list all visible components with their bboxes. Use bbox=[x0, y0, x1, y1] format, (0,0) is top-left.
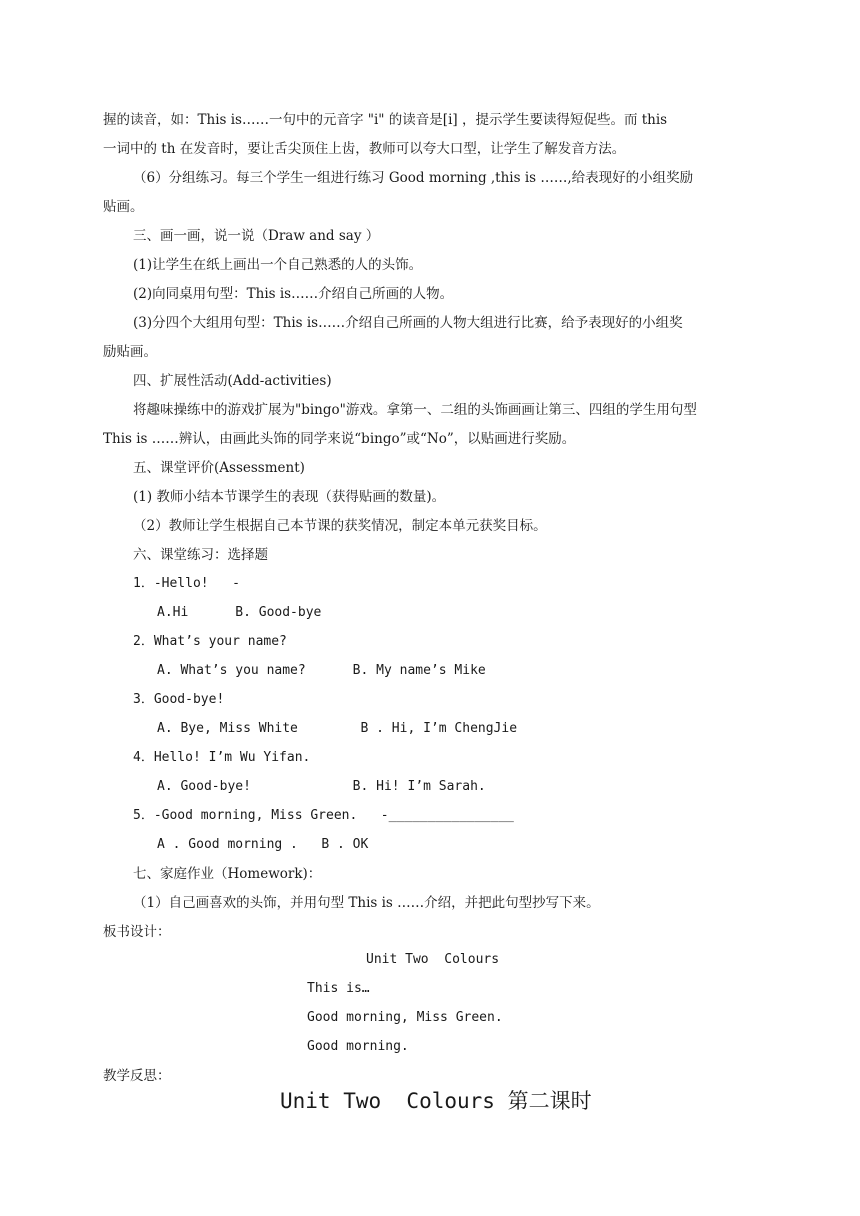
question-5: 5．-Good morning, Miss Green. -________________ bbox=[133, 808, 514, 823]
list-item: (1)让学生在纸上画出一个自己熟悉的人的头饰。 bbox=[133, 257, 423, 273]
paragraph-line: 握的读音，如：This is……一句中的元音字 "i" 的读音是[i] ，提示学生要读得短促些。而 this bbox=[103, 112, 668, 128]
section-heading: 三、画一画，说一说（Draw and say ） bbox=[133, 228, 380, 244]
list-item: (3)分四个大组用句型：This is……介绍自己所画的人物大组进行比赛，给予表现好的小组奖 bbox=[133, 315, 683, 331]
reflection-label: 教学反思： bbox=[103, 1068, 171, 1084]
section-heading: 四、扩展性活动(Add-activities) bbox=[133, 373, 332, 389]
board-design-label: 板书设计： bbox=[103, 924, 171, 940]
list-item: (2)向同桌用句型：This is……介绍自己所画的人物。 bbox=[133, 286, 454, 302]
paragraph-line: 贴画。 bbox=[103, 199, 144, 215]
list-item: （2）教师让学生根据自己本节课的获奖情况，制定本单元获奖目标。 bbox=[133, 518, 547, 534]
question-4-options: A. Good-bye! B. Hi! I’m Sarah. bbox=[157, 779, 486, 794]
question-2: 2．What’s your name? bbox=[133, 634, 287, 649]
lesson-title: Unit Two Colours 第二课时 bbox=[280, 1089, 592, 1113]
question-4: 4．Hello! I’m Wu Yifan. bbox=[133, 750, 311, 765]
question-2-options: A. What’s you name? B. My name’s Mike bbox=[157, 663, 486, 678]
board-line: Good morning. bbox=[307, 1039, 409, 1054]
list-item: 励贴画。 bbox=[103, 344, 157, 360]
list-item: (1) 教师小结本节课学生的表现（获得贴画的数量)。 bbox=[133, 489, 446, 505]
paragraph-line: 将趣味操练中的游戏扩展为"bingo"游戏。拿第一、二组的头饰画画让第三、四组的学生用句型 bbox=[133, 402, 697, 418]
question-5-options: A . Good morning . B . OK bbox=[157, 837, 369, 852]
list-item: （1）自己画喜欢的头饰，并用句型 This is ……介绍，并把此句型抄写下来。 bbox=[133, 895, 600, 911]
section-heading: 七、家庭作业（Homework)： bbox=[133, 866, 322, 882]
section-heading: 五、课堂评价(Assessment) bbox=[133, 460, 305, 476]
section-heading: 六、课堂练习：选择题 bbox=[133, 547, 268, 563]
question-1: 1．-Hello! - bbox=[133, 576, 240, 591]
paragraph-line: （6）分组练习。每三个学生一组进行练习 Good morning ,this is ……,给表现好的小组奖励 bbox=[133, 170, 694, 186]
board-line: This is… bbox=[307, 981, 370, 996]
question-3: 3．Good-bye! bbox=[133, 692, 225, 707]
question-1-options: A.Hi B. Good-bye bbox=[157, 605, 322, 620]
paragraph-line: 一词中的 th 在发音时，要让舌尖顶住上齿，教师可以夸大口型，让学生了解发音方法。 bbox=[103, 141, 626, 157]
board-line: Good morning, Miss Green. bbox=[307, 1010, 503, 1025]
board-title: Unit Two Colours bbox=[366, 952, 500, 967]
question-3-options: A. Bye, Miss White B . Hi, I’m ChengJie bbox=[157, 721, 518, 736]
paragraph-line: This is ……辨认，由画此头饰的同学来说“bingo”或“No”，以贴画进行奖励。 bbox=[103, 431, 576, 447]
